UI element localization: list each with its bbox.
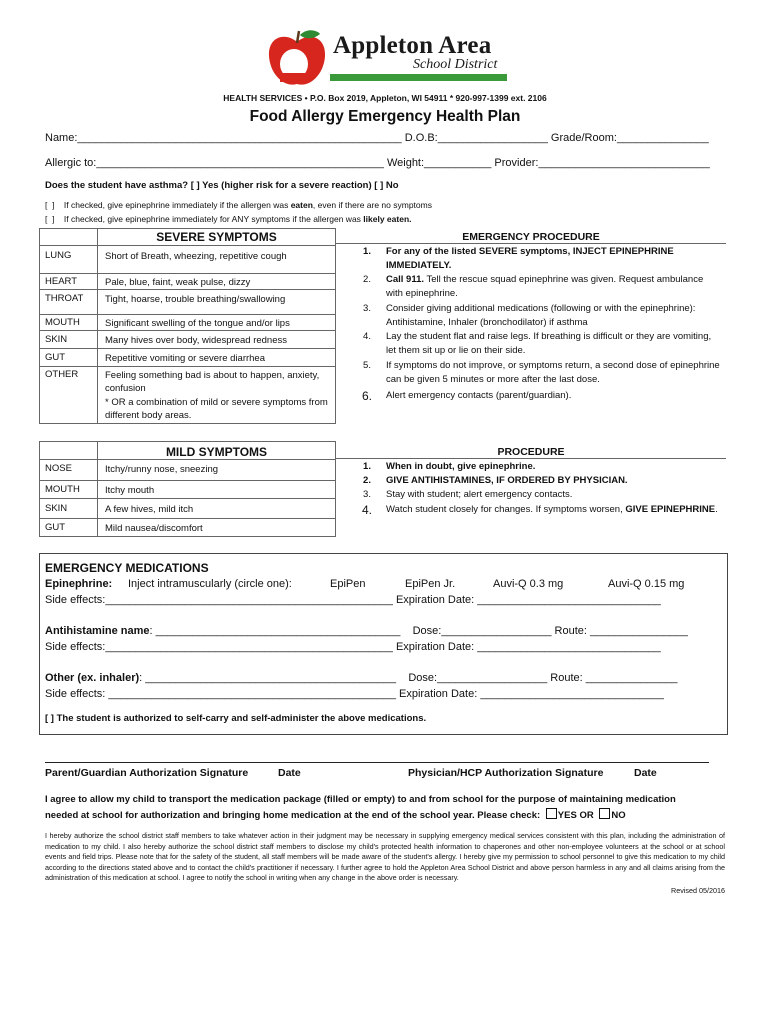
check-eaten-word: eaten: [290, 200, 313, 210]
other-side-effects-row: [45, 688, 664, 700]
severe-row-throat: [39, 290, 336, 315]
other-dose-field[interactable]: __________________: [437, 672, 548, 684]
antihistamine-route-field[interactable]: ________________: [590, 625, 688, 637]
antihistamine-dose-field[interactable]: __________________: [441, 625, 552, 637]
org-name: Appleton Area: [333, 32, 492, 59]
name-label: Name:: [45, 132, 78, 144]
epi-side-effects-row: [45, 594, 661, 606]
severe-desc: Feeling something bad is about to happen, anxiety, confusion: [105, 370, 320, 394]
severe-desc: Many hives over body, widespread redness: [105, 335, 288, 346]
asthma-question: Does the student have asthma?: [45, 180, 189, 191]
epi-option-epipen-jr[interactable]: EpiPen Jr.: [405, 578, 456, 590]
asthma-no-checkbox[interactable]: [ ] No: [374, 180, 399, 191]
severe-row-skin: [39, 331, 336, 349]
epinephrine-row: [45, 578, 112, 590]
antihistamine-side-effects-row: [45, 641, 661, 653]
mild-row-nose: [39, 460, 336, 481]
other-med-label: Other (ex. inhaler): [45, 672, 140, 684]
parent-date-label: Date: [278, 767, 301, 779]
severe-row-mouth: [39, 315, 336, 331]
allergic-field[interactable]: _______________________________________________: [96, 157, 384, 169]
epi-expiration-field[interactable]: ______________________________: [477, 594, 661, 606]
provider-label: Provider:: [494, 157, 539, 169]
agree-yes-label: YES OR: [557, 810, 594, 821]
asthma-question-row: [45, 180, 399, 191]
antihistamine-route-label: Route:: [554, 625, 587, 637]
mild-area: SKIN: [45, 503, 68, 514]
severe-row-other: [39, 367, 336, 423]
check-eaten-row: [45, 200, 432, 210]
agreement-text: needed at school for authorization and bringing home medication at the end of the school year. Please check:: [45, 810, 541, 821]
physician-date-label: Date: [634, 767, 657, 779]
call-911: Call 911.: [386, 274, 425, 285]
revised-date: Revised 05/2016: [600, 886, 725, 895]
other-med-field[interactable]: _________________________________________: [145, 672, 397, 684]
severe-area: THROAT: [45, 293, 84, 304]
other-med-row: Other (ex. inhaler): _________________________________________ Dose:__________________ Route: _______________: [45, 672, 678, 684]
check-eaten-box[interactable]: [ ]: [45, 200, 55, 210]
mild-area: MOUTH: [45, 484, 80, 495]
other-route-label: Route:: [550, 672, 583, 684]
epi-option-auviq-015[interactable]: Auvi-Q 0.15 mg: [608, 578, 685, 590]
procedure-heading: PROCEDURE: [497, 446, 565, 458]
severe-area: LUNG: [45, 250, 72, 261]
severe-area: OTHER: [45, 369, 79, 380]
epinephrine-label: Epinephrine:: [45, 578, 113, 590]
check-eaten-post: , even if there are no symptoms: [312, 200, 432, 210]
logo-badge-text: AASD: [285, 68, 304, 75]
legal-authorization-text: I hereby authorize the school district staff members to take whatever action in their judgment may be necessary in supplying emergency medical services consistent with this plan, including the administration of medication to my child. I also hereby authorize the school district staff members to disclose my child's protected health information to chaperones and other non-employee volunteers at the school or at school events and field trips. Please note that for the safety of the student, all staff members will be made aware of the student's allergy. I hereby give my permission to school personnel to give this medication to my child according to the directions stated above and to contact the child's practitioner if necessary. I further agree to hold the Appleton Area School District and above person harmless in any and all claims arising from the administration of this medication at school. I agree to notify the school in writing when any change in the above order is necessary.: [45, 831, 725, 883]
antihistamine-field[interactable]: ________________________________________: [155, 625, 401, 637]
agreement-line-1: I agree to allow my child to transport the medication package (filled or empty) to and from school for the purpose of maintaining medication: [45, 794, 676, 805]
provider-field[interactable]: ____________________________: [538, 157, 710, 169]
agree-no-label: NO: [611, 810, 626, 821]
grade-label: Grade/Room:: [550, 132, 617, 144]
severe-desc: Tight, hoarse, trouble breathing/swallowing: [105, 294, 286, 305]
self-carry-checkbox[interactable]: [ ] The student is authorized to self-carry and self-administer the above medications.: [45, 713, 427, 724]
mild-desc: Itchy/runny nose, sneezing: [105, 464, 219, 475]
parent-signature-label: Parent/Guardian Authorization Signature: [45, 767, 249, 779]
other-route-field[interactable]: _______________: [585, 672, 678, 684]
mild-desc: Itchy mouth: [105, 485, 155, 496]
antihistamine-expiration-label: Expiration Date:: [395, 641, 475, 653]
allergy-row: [45, 157, 710, 169]
epi-side-effects-field[interactable]: _______________________________________________: [105, 594, 393, 606]
antihistamine-row: Antihistamine name: ________________________________________ Dose:__________________ Route: ________________: [45, 625, 688, 637]
other-side-effects-label: Side effects:: [45, 688, 106, 700]
antihistamine-side-effects-label: Side effects:: [45, 641, 106, 653]
mild-row-mouth: [39, 481, 336, 499]
antihistamine-side-effects-field[interactable]: _______________________________________________: [105, 641, 393, 653]
mild-desc: A few hives, mild itch: [105, 504, 194, 515]
antihistamine-label: Antihistamine name: [45, 625, 150, 637]
severe-desc: Pale, blue, faint, weak pulse, dizzy: [105, 277, 251, 288]
dob-label: D.O.B:: [404, 132, 438, 144]
check-eaten-pre: If checked, give epinephrine immediately if the allergen was: [63, 200, 291, 210]
physician-signature-label: Physician/HCP Authorization Signature: [408, 767, 604, 779]
give-epinephrine: GIVE EPINEPHRINE: [625, 504, 716, 515]
emergency-procedure-heading: EMERGENCY PROCEDURE: [462, 231, 600, 243]
mild-row-skin: [39, 499, 336, 519]
grade-field[interactable]: _______________: [616, 132, 709, 144]
severe-heading: SEVERE SYMPTOMS: [156, 230, 277, 244]
severe-area: SKIN: [45, 334, 68, 345]
dob-field[interactable]: __________________: [437, 132, 548, 144]
page-title: Food Allergy Emergency Health Plan: [249, 108, 521, 125]
name-field[interactable]: _____________________________________________________: [77, 132, 402, 144]
antihistamine-expiration-field[interactable]: ______________________________: [477, 641, 661, 653]
check-likely-pre: If checked, give epinephrine immediately for ANY symptoms if the allergen was: [63, 214, 364, 224]
severe-area: MOUTH: [45, 317, 80, 328]
mild-desc: Mild nausea/discomfort: [105, 523, 203, 534]
epi-expiration-label: Expiration Date:: [395, 594, 475, 606]
epi-side-effects-label: Side effects:: [45, 594, 106, 606]
mild-area: NOSE: [45, 463, 72, 474]
severe-desc: Significant swelling of the tongue and/or lips: [105, 318, 290, 329]
severe-area: GUT: [45, 352, 66, 363]
severe-desc-combination: * OR a combination of mild or severe symptoms from different body areas.: [105, 397, 328, 421]
agree-no-checkbox[interactable]: [599, 808, 610, 819]
severe-area: HEART: [45, 276, 78, 287]
mild-area: GUT: [45, 522, 66, 533]
org-sub: School District: [413, 57, 498, 72]
asthma-yes-checkbox[interactable]: [ ] Yes (higher risk for a severe reaction): [190, 180, 372, 191]
procedure-rule: [336, 458, 726, 459]
medications-heading: EMERGENCY MEDICATIONS: [45, 561, 209, 575]
allergic-label: Allergic to:: [45, 157, 97, 169]
weight-field[interactable]: ___________: [424, 157, 492, 169]
name-row: [45, 132, 709, 144]
address-line: HEALTH SERVICES • P.O. Box 2019, Appleton, WI 54911 * 920-997-1399 ext. 2106: [223, 93, 547, 103]
signature-line[interactable]: [45, 762, 709, 763]
epi-option-epipen[interactable]: EpiPen: [330, 578, 366, 590]
mild-row-gut: [39, 519, 336, 536]
severe-row-lung: [39, 246, 336, 274]
severe-row-heart: [39, 274, 336, 290]
agree-yes-checkbox[interactable]: [546, 808, 557, 819]
epi-option-auviq-03[interactable]: Auvi-Q 0.3 mg: [493, 578, 564, 590]
other-expiration-label: Expiration Date:: [399, 688, 478, 700]
emergency-procedure-rule: [336, 243, 726, 244]
severe-desc: Short of Breath, wheezing, repetitive cough: [105, 251, 287, 262]
logo-green-bar: [330, 74, 507, 81]
severe-desc: Repetitive vomiting or severe diarrhea: [105, 353, 265, 364]
weight-label: Weight:: [386, 157, 425, 169]
check-likely-box[interactable]: [ ]: [45, 214, 55, 224]
severe-row-gut: [39, 349, 336, 367]
apple-logo: [264, 28, 330, 90]
antihistamine-dose-label: Dose:: [412, 625, 442, 637]
agreement-line-2: [45, 808, 626, 821]
other-dose-label: Dose:: [408, 672, 438, 684]
epinephrine-instruction: Inject intramuscularly (circle one):: [128, 578, 292, 590]
other-expiration-field[interactable]: ______________________________: [480, 688, 664, 700]
other-side-effects-field[interactable]: _______________________________________________: [108, 688, 396, 700]
mild-heading: MILD SYMPTOMS: [165, 445, 268, 459]
check-likely-row: [45, 214, 412, 224]
check-likely-word: likely eaten.: [363, 214, 412, 224]
